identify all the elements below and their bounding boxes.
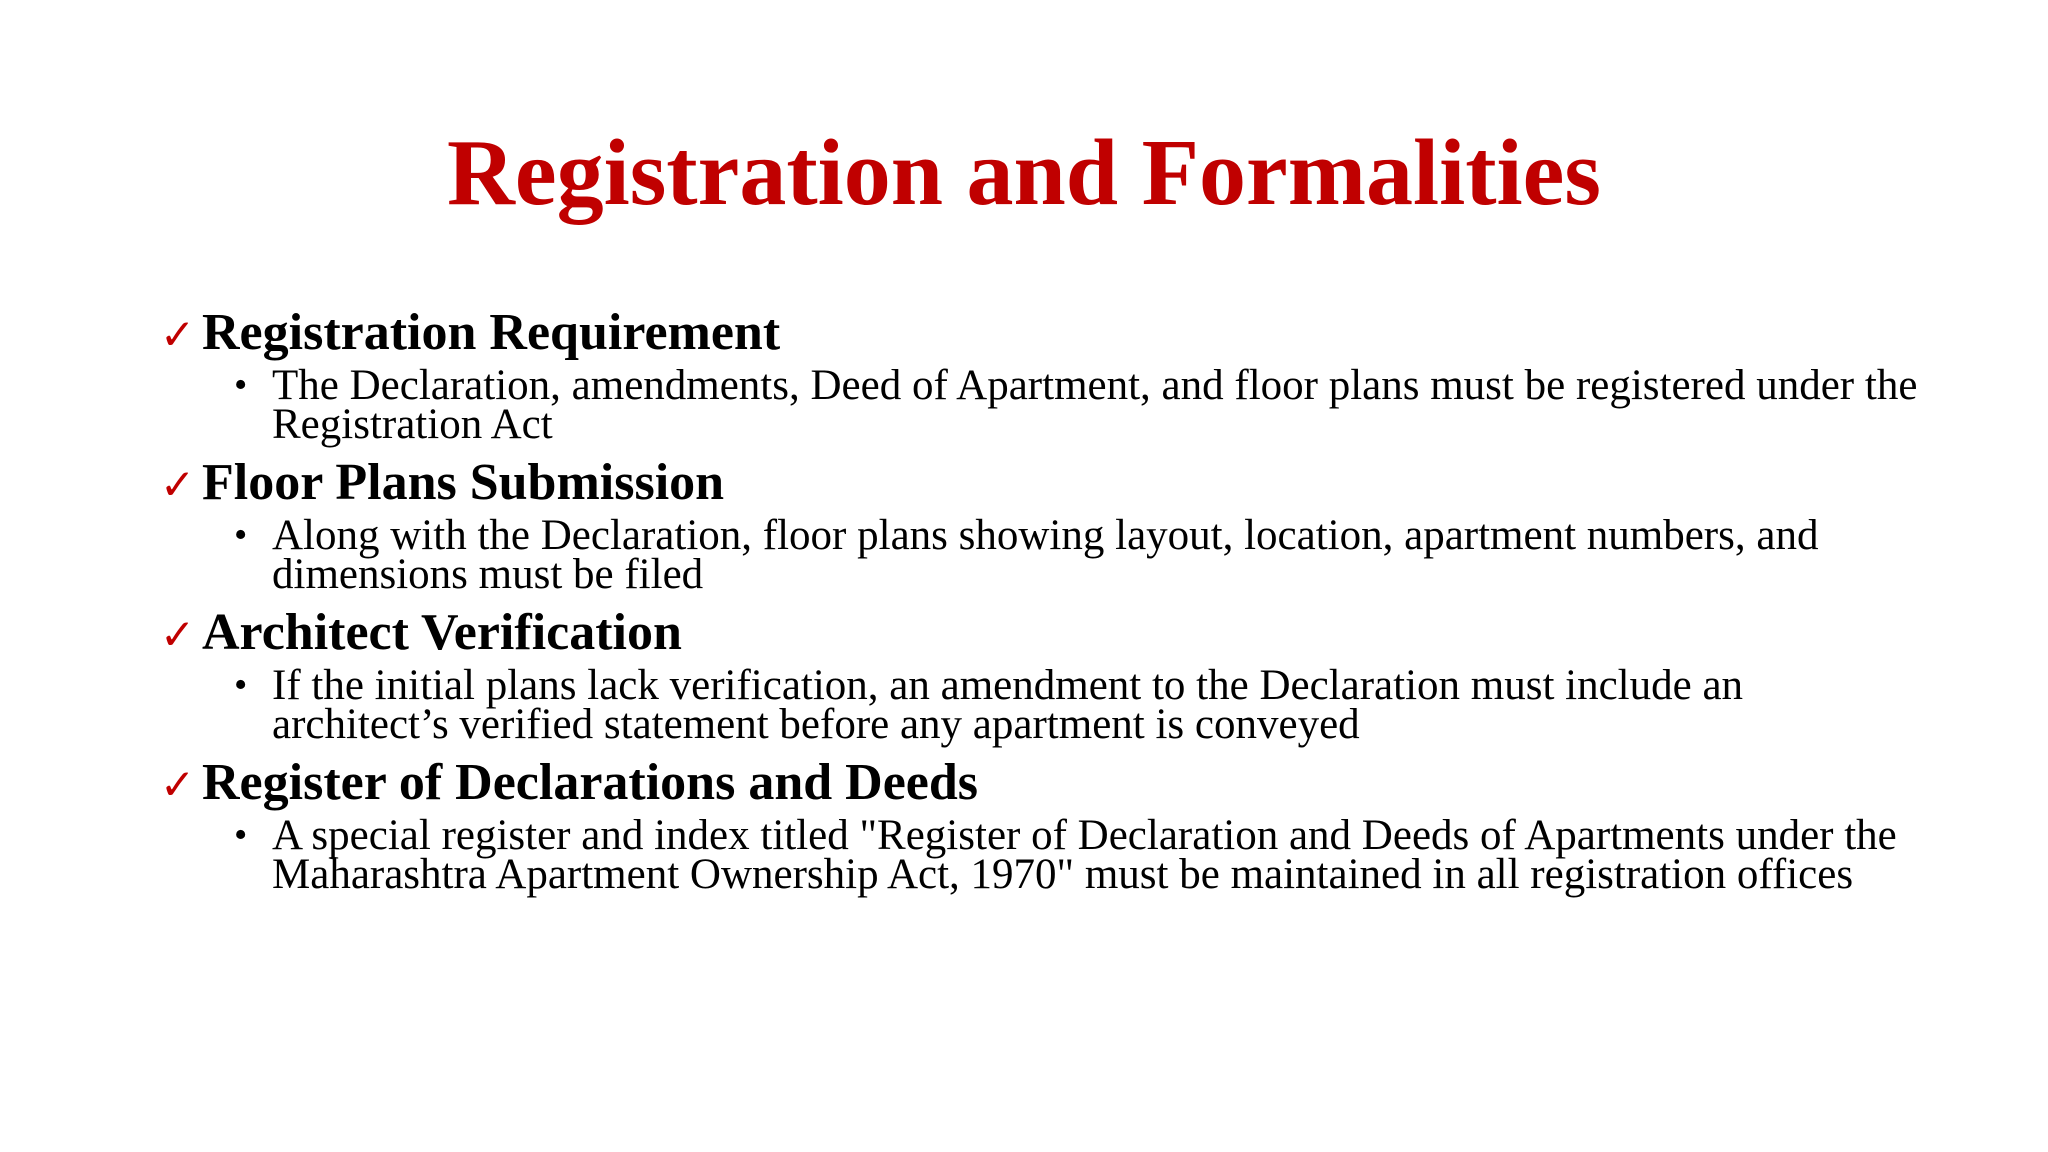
bullet-text: Along with the Declaration, floor plans showing layout, location, apartment numbers, and dimensions must be filed: [272, 512, 1819, 598]
section-registration-requirement: [160, 304, 1920, 448]
content-list: [160, 304, 1920, 898]
section-heading: [160, 304, 1920, 364]
section-heading: [160, 604, 1920, 664]
section-heading: [160, 754, 1920, 814]
section-heading-text: Registration Requirement: [202, 304, 781, 361]
bullet-icon: •: [234, 514, 248, 556]
section-heading: [160, 454, 1920, 514]
bullet-item: [160, 362, 1920, 448]
bullet-item: [160, 662, 1920, 748]
bullet-icon: •: [234, 814, 248, 856]
section-heading-text: Floor Plans Submission: [202, 454, 725, 511]
bullet-item: [160, 812, 1920, 898]
section-heading-text: Register of Declarations and Deeds: [202, 754, 979, 811]
bullet-icon: •: [234, 664, 248, 706]
bullet-text: If the initial plans lack verification, an amendment to the Declaration must include an architect’s verified statement before any apartment is conveyed: [272, 662, 1744, 748]
bullet-item: [160, 512, 1920, 598]
checkmark-icon: ✓: [160, 310, 196, 359]
slide-title: Registration and Formalities: [447, 121, 1601, 225]
bullet-icon: •: [234, 364, 248, 406]
checkmark-icon: ✓: [160, 460, 196, 509]
checkmark-icon: ✓: [160, 760, 196, 809]
bullet-text: A special register and index titled "Register of Declaration and Deeds of Apartments under the Maharashtra Apartment Ownership Act, 1970" must be maintained in all registration offices: [272, 812, 1897, 898]
section-architect-verification: [160, 604, 1920, 748]
section-register-of-declarations: [160, 754, 1920, 898]
section-floor-plans-submission: [160, 454, 1920, 598]
checkmark-icon: ✓: [160, 610, 196, 659]
bullet-text: The Declaration, amendments, Deed of Apartment, and floor plans must be registered under the Registration Act: [272, 362, 1918, 448]
section-heading-text: Architect Verification: [202, 604, 682, 661]
